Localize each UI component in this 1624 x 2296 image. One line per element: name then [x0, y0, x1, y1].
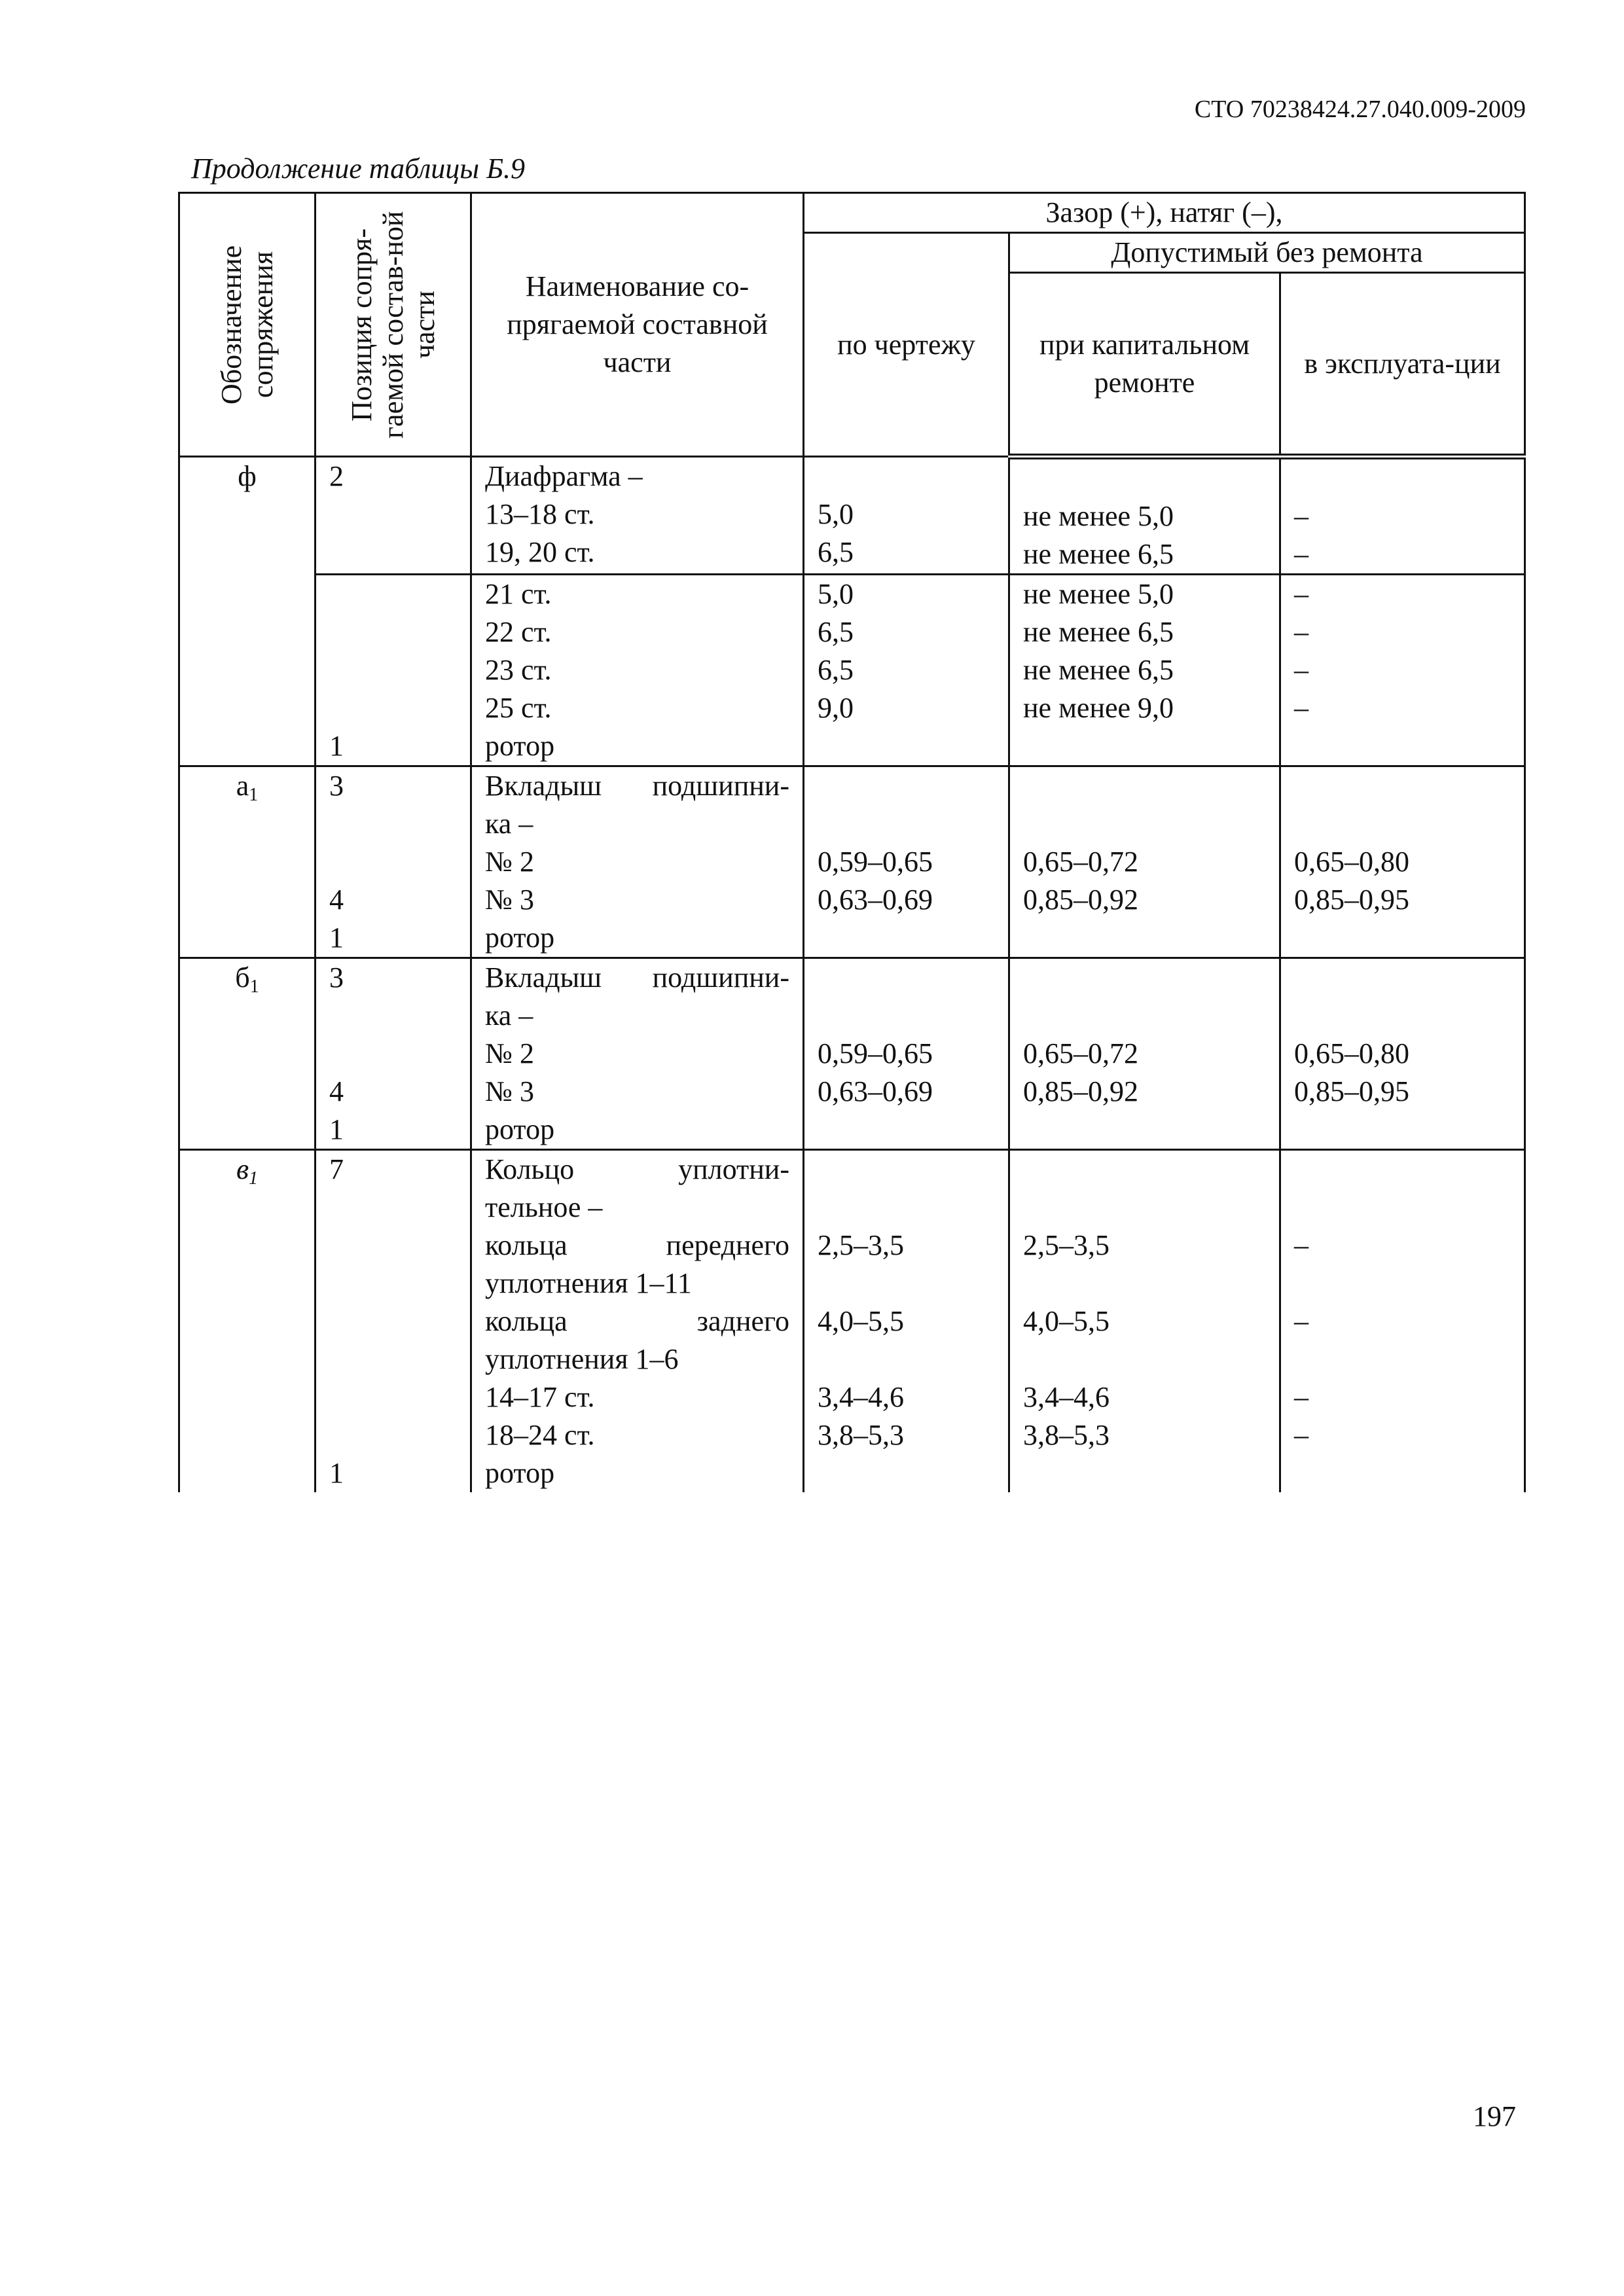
drawing-value-cell-line: [818, 767, 995, 805]
drawing-value-cell-line: [818, 919, 995, 957]
drawing-value-cell-line: [818, 1111, 995, 1149]
drawing-value-cell-line: [818, 1151, 995, 1189]
table-row: [179, 958, 1525, 1150]
overhaul-value-cell-line: [1023, 727, 1266, 765]
position-cell-line: [329, 1035, 457, 1073]
position-cell-line: [329, 689, 457, 727]
header-overhaul: при капитальном ремонте: [1009, 273, 1280, 457]
operation-value-cell-line: –: [1294, 578, 1308, 610]
designation-cell: [179, 457, 316, 766]
header-drawing: по чертежу: [804, 233, 1009, 457]
name-cell-line: 22 ст.: [485, 616, 552, 648]
overhaul-value-cell-line: 3,4–4,6: [1023, 1381, 1110, 1413]
name-cell-line: уплотнения 1–11: [485, 1267, 692, 1299]
name-cell-line: Вкладыш подшипни-: [485, 770, 789, 802]
operation-value-cell-line: –: [1294, 654, 1308, 686]
operation-value-cell: [1280, 958, 1525, 1150]
name-cell-line: тельное –: [485, 1191, 603, 1223]
operation-value-cell-line: 0,85–0,95: [1294, 884, 1409, 916]
position-cell-line: [329, 1189, 457, 1227]
name-cell: [471, 575, 804, 766]
operation-value-cell-line: [1294, 459, 1511, 497]
position-cell-line: 3: [329, 770, 344, 802]
operation-value-cell-line: [1294, 1189, 1511, 1227]
operation-value-cell-line: [1294, 1340, 1511, 1378]
drawing-value-cell: [804, 457, 1009, 575]
table-row: [179, 1150, 1525, 1493]
overhaul-value-cell-line: 0,65–0,72: [1023, 1037, 1138, 1069]
name-cell-line: кольца переднего: [485, 1229, 789, 1261]
overhaul-value-cell-line: [1023, 1111, 1266, 1149]
overhaul-value-cell: [1009, 1150, 1280, 1493]
header-position: Позиция сопря-гаемой состав-ной части: [316, 193, 471, 457]
position-cell-line: [329, 1340, 457, 1378]
position-cell-line: [329, 575, 457, 613]
position-cell-line: 7: [329, 1153, 344, 1185]
drawing-value-cell-line: 5,0: [818, 578, 854, 610]
operation-value-cell-line: [1294, 997, 1511, 1035]
name-cell-line: уплотнения 1–6: [485, 1343, 679, 1375]
drawing-value-cell-line: 3,8–5,3: [818, 1419, 904, 1451]
drawing-value-cell-line: [818, 727, 995, 765]
position-cell-line: 1: [329, 1113, 344, 1145]
name-cell: [471, 766, 804, 958]
position-cell: [316, 457, 471, 575]
header-name: Наименование со-прягаемой составной части: [471, 193, 804, 457]
designation-cell: [179, 1150, 316, 1493]
table-caption: Продолжение таблицы Б.9: [191, 152, 526, 185]
position-cell: [316, 958, 471, 1150]
overhaul-value-cell-line: не менее 6,5: [1023, 616, 1174, 648]
name-cell-line: № 2: [485, 1037, 534, 1069]
position-cell-line: [329, 533, 457, 571]
overhaul-value-cell-line: 3,8–5,3: [1023, 1419, 1110, 1451]
overhaul-value-cell-line: не менее 6,5: [1023, 538, 1174, 570]
overhaul-value-cell-line: не менее 9,0: [1023, 692, 1174, 724]
operation-value-cell-line: [1294, 727, 1511, 765]
drawing-value-cell-line: [818, 805, 995, 843]
drawing-value-cell-line: 0,59–0,65: [818, 846, 933, 878]
name-cell-line: 14–17 ст.: [485, 1381, 595, 1413]
overhaul-value-cell-line: 2,5–3,5: [1023, 1229, 1110, 1261]
position-cell-line: [329, 613, 457, 651]
drawing-value-cell-line: 0,59–0,65: [818, 1037, 933, 1069]
drawing-value-cell: [804, 575, 1009, 766]
overhaul-value-cell-line: [1023, 459, 1266, 497]
operation-value-cell-line: –: [1294, 500, 1308, 532]
drawing-value-cell-line: 5,0: [818, 498, 854, 530]
operation-value-cell-line: –: [1294, 1229, 1308, 1261]
designation-letter: б: [235, 961, 250, 994]
designation-subscript: 1: [249, 977, 259, 997]
designation-cell: [179, 958, 316, 1150]
header-operation: в эксплуата-ции: [1280, 273, 1525, 457]
operation-value-cell-line: –: [1294, 1381, 1308, 1413]
overhaul-value-cell-line: [1023, 1340, 1266, 1378]
operation-value-cell-line: 0,65–0,80: [1294, 846, 1409, 878]
overhaul-value-cell-line: 4,0–5,5: [1023, 1305, 1110, 1337]
name-cell-line: № 3: [485, 1075, 534, 1107]
drawing-value-cell-line: 4,0–5,5: [818, 1305, 904, 1337]
table-row: [179, 457, 1525, 575]
position-cell-line: [329, 997, 457, 1035]
operation-value-cell-line: [1294, 1265, 1511, 1302]
overhaul-value-cell-line: [1023, 805, 1266, 843]
overhaul-value-cell-line: не менее 5,0: [1023, 578, 1174, 610]
position-cell-line: 4: [329, 884, 344, 916]
name-cell-line: Вкладыш подшипни-: [485, 961, 789, 994]
name-cell: [471, 958, 804, 1150]
header-gap: Зазор (+), натяг (–),: [804, 193, 1525, 233]
operation-value-cell-line: –: [1294, 538, 1308, 570]
name-cell: [471, 1150, 804, 1493]
name-cell-line: ка –: [485, 999, 533, 1031]
name-cell-line: кольца заднего: [485, 1305, 789, 1337]
drawing-value-cell-line: [818, 1265, 995, 1302]
drawing-value-cell-line: [818, 1454, 995, 1492]
name-cell-line: 25 ст.: [485, 692, 552, 724]
operation-value-cell-line: [1294, 805, 1511, 843]
name-cell-line: Кольцо уплотни-: [485, 1153, 789, 1185]
overhaul-value-cell-line: 0,85–0,92: [1023, 1075, 1138, 1107]
overhaul-value-cell-line: [1023, 959, 1266, 997]
position-cell-line: [329, 1378, 457, 1416]
name-cell-line: ротор: [485, 922, 555, 954]
drawing-value-cell-line: 3,4–4,6: [818, 1381, 904, 1413]
operation-value-cell: [1280, 1150, 1525, 1493]
designation-letter: ф: [238, 460, 257, 492]
drawing-value-cell-line: [818, 959, 995, 997]
overhaul-value-cell-line: [1023, 1189, 1266, 1227]
drawing-value-cell-line: 6,5: [818, 616, 854, 648]
operation-value-cell-line: –: [1294, 1305, 1308, 1337]
designation-cell: [179, 766, 316, 958]
position-cell-line: [329, 651, 457, 689]
overhaul-value-cell: [1009, 457, 1280, 575]
overhaul-value-cell: [1009, 958, 1280, 1150]
name-cell-line: ротор: [485, 730, 555, 762]
position-cell: [316, 575, 471, 766]
drawing-value-cell-line: 9,0: [818, 692, 854, 724]
position-cell-line: [329, 1416, 457, 1454]
position-cell: [316, 1150, 471, 1493]
operation-value-cell-line: –: [1294, 692, 1308, 724]
drawing-value-cell-line: [818, 1189, 995, 1227]
position-cell-line: [329, 1227, 457, 1265]
position-cell-line: 2: [329, 460, 344, 492]
operation-value-cell: [1280, 575, 1525, 766]
drawing-value-cell-line: 6,5: [818, 654, 854, 686]
drawing-value-cell-line: [818, 457, 995, 495]
overhaul-value-cell-line: не менее 5,0: [1023, 500, 1174, 532]
overhaul-value-cell-line: [1023, 919, 1266, 957]
tolerance-table: [178, 192, 1526, 1492]
table-body: [179, 457, 1525, 1493]
document-code: СТО 70238424.27.040.009-2009: [1194, 96, 1526, 123]
designation-subscript: 1: [249, 785, 259, 805]
operation-value-cell-line: [1294, 1454, 1511, 1492]
overhaul-value-cell-line: [1023, 767, 1266, 805]
overhaul-value-cell: [1009, 575, 1280, 766]
overhaul-value-cell-line: [1023, 997, 1266, 1035]
drawing-value-cell-line: 0,63–0,69: [818, 1075, 933, 1107]
overhaul-value-cell: [1009, 766, 1280, 958]
name-cell-line: 13–18 ст.: [485, 498, 595, 530]
name-cell-line: ротор: [485, 1457, 555, 1489]
position-cell-line: [329, 1302, 457, 1340]
drawing-value-cell-line: [818, 1340, 995, 1378]
position-cell-line: 3: [329, 961, 344, 994]
operation-value-cell-line: –: [1294, 1419, 1308, 1451]
operation-value-cell: [1280, 457, 1525, 575]
header-designation: Обозначение сопряжения: [179, 193, 316, 457]
operation-value-cell-line: [1294, 1151, 1511, 1189]
operation-value-cell-line: –: [1294, 616, 1308, 648]
position-cell-line: [329, 495, 457, 533]
name-cell-line: № 3: [485, 884, 534, 916]
operation-value-cell-line: [1294, 767, 1511, 805]
operation-value-cell: [1280, 766, 1525, 958]
overhaul-value-cell-line: 0,65–0,72: [1023, 846, 1138, 878]
operation-value-cell-line: [1294, 959, 1511, 997]
position-cell: [316, 766, 471, 958]
drawing-value-cell: [804, 958, 1009, 1150]
operation-value-cell-line: [1294, 1111, 1511, 1149]
designation-subscript: 1: [249, 1168, 259, 1189]
name-cell-line: 23 ст.: [485, 654, 552, 686]
position-cell-line: 1: [329, 922, 344, 954]
overhaul-value-cell-line: [1023, 1454, 1266, 1492]
operation-value-cell-line: [1294, 919, 1511, 957]
position-cell-line: 1: [329, 1457, 344, 1489]
designation-letter: а: [236, 770, 249, 802]
page-number: 197: [1473, 2100, 1516, 2132]
overhaul-value-cell-line: 0,85–0,92: [1023, 884, 1138, 916]
position-cell-line: [329, 843, 457, 881]
drawing-value-cell-line: 0,63–0,69: [818, 884, 933, 916]
operation-value-cell-line: 0,85–0,95: [1294, 1075, 1409, 1107]
drawing-value-cell-line: [818, 997, 995, 1035]
drawing-value-cell: [804, 766, 1009, 958]
drawing-value-cell-line: 2,5–3,5: [818, 1229, 904, 1261]
header-allowed: Допустимый без ремонта: [1009, 233, 1525, 273]
name-cell-line: 18–24 ст.: [485, 1419, 595, 1451]
position-cell-line: [329, 805, 457, 843]
name-cell: [471, 457, 804, 575]
table-row: [179, 575, 1525, 766]
position-cell-line: 1: [329, 730, 344, 762]
name-cell-line: ка –: [485, 808, 533, 840]
position-cell-line: 4: [329, 1075, 344, 1107]
name-cell-line: Диафрагма –: [485, 460, 643, 492]
drawing-value-cell: [804, 1150, 1009, 1493]
name-cell-line: № 2: [485, 846, 534, 878]
designation-letter: в: [236, 1153, 249, 1185]
name-cell-line: 19, 20 ст.: [485, 536, 595, 568]
name-cell-line: ротор: [485, 1113, 555, 1145]
overhaul-value-cell-line: [1023, 1265, 1266, 1302]
overhaul-value-cell-line: [1023, 1151, 1266, 1189]
position-cell-line: [329, 1265, 457, 1302]
operation-value-cell-line: 0,65–0,80: [1294, 1037, 1409, 1069]
drawing-value-cell-line: 6,5: [818, 536, 854, 568]
table-row: [179, 766, 1525, 958]
name-cell-line: 21 ст.: [485, 578, 552, 610]
overhaul-value-cell-line: не менее 6,5: [1023, 654, 1174, 686]
